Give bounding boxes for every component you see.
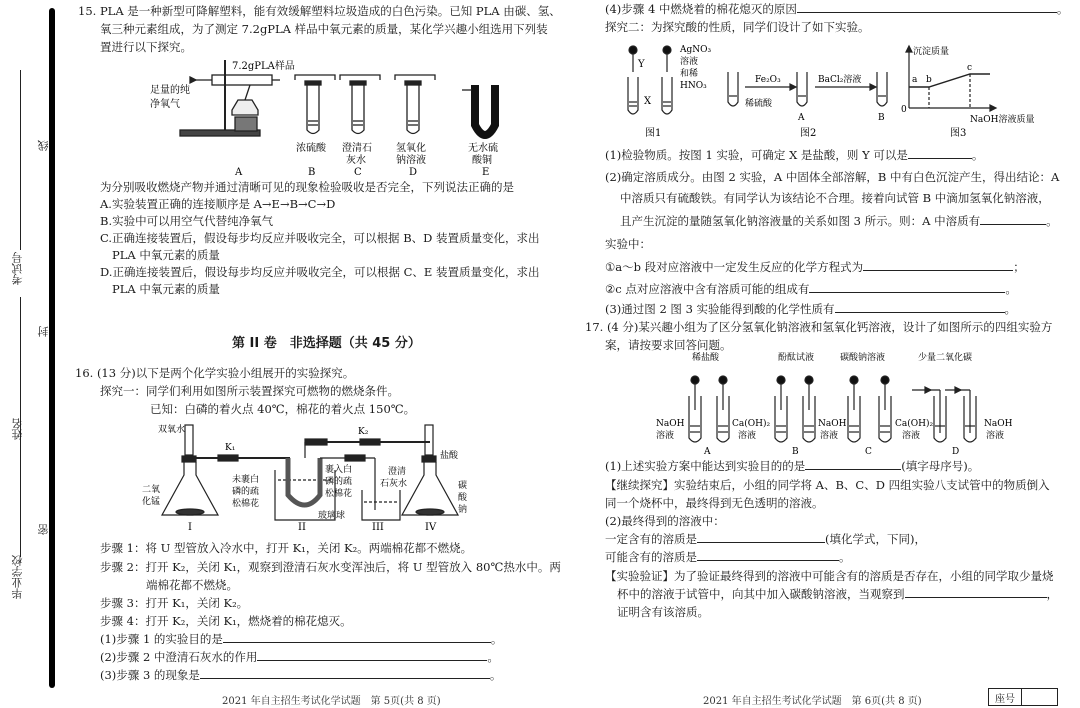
reagent-na2co3: 碳酸钠溶液 — [840, 353, 886, 363]
q15-option-c[interactable]: C.正确连接装置后，假设每步均反应并吸收完全，可以根据 B、D 装置质量变化，求出 — [100, 231, 540, 245]
punctuation: ， — [1046, 587, 1058, 601]
may-contain-text: 可能含有的溶质是 — [605, 550, 697, 564]
naoh-label: NaOH — [984, 419, 1013, 429]
answer-blank[interactable] — [863, 258, 1013, 271]
q16-step-2-cont: 端棉花都不燃烧。 — [146, 578, 238, 592]
apparatus-label: IV — [425, 522, 437, 533]
seat-number-box — [988, 688, 1058, 706]
q16-acid-2-text: 且产生沉淀的量随氢氧化钠溶液量的关系如图 3 所示。则：A 中溶质有 — [620, 214, 981, 228]
punctuation: 。 — [1005, 282, 1017, 296]
apparatus-label: III — [372, 522, 384, 533]
oxygen-label: 净氧气 — [150, 99, 180, 110]
group-c-label: C — [865, 447, 872, 457]
q17-verify-1: 【实验验证】为了验证最终得到的溶液中可能含有的溶质是否存在，小组的同学取少量烧 — [605, 569, 1054, 583]
punctuation: 。 — [490, 632, 503, 646]
q15-option-a[interactable]: A.实验装置正确的连接顺序是 A→E→B→C→D — [100, 197, 336, 211]
q16-in-experiment: 实验中： — [605, 237, 651, 251]
answer-hint: (填字母序号)。 — [901, 459, 980, 473]
answer-blank[interactable] — [223, 630, 491, 643]
caoh-label: Ca(OH)₂ — [732, 419, 771, 429]
tube-e-label: 无水硫 — [468, 143, 498, 154]
school-label: 毕业学校 — [11, 555, 24, 599]
reagent-dilute-hcl: 稀盐酸 — [692, 353, 720, 363]
q16-sub-1-text: (1)步骤 1 的实验目的是 — [100, 632, 223, 646]
punctuation: 。 — [1046, 214, 1058, 228]
q17-verify-2 — [617, 585, 1058, 603]
tube-c-label: 澄清石 — [342, 143, 372, 154]
fig3-xlabel: NaOH溶液质量 — [970, 115, 1035, 125]
apparatus-label: I — [188, 522, 192, 533]
exam-number-label: 考试号 — [11, 252, 24, 285]
solution-label: 溶液 — [820, 431, 839, 441]
q16-acid-1 — [605, 146, 983, 164]
answer-blank[interactable] — [797, 0, 1057, 13]
limewater-label: 石灰水 — [380, 479, 408, 489]
fig2-reagent-bacl2: BaCl₂溶液 — [818, 75, 862, 85]
tube-e-label: 酸铜 — [472, 155, 492, 166]
group-a-label: A — [704, 447, 711, 457]
answer-blank[interactable] — [980, 212, 1046, 225]
q15-apparatus-figure — [150, 55, 500, 180]
acid-property-figures — [600, 42, 1070, 142]
naoh-label: NaOH — [656, 419, 685, 429]
cotton-right-label: 磷的疏 — [325, 477, 353, 487]
mno2-label: 化锰 — [142, 497, 161, 507]
q16-known: 已知：白磷的着火点 40℃，棉花的着火点 150℃。 — [150, 402, 416, 416]
caoh-label: Ca(OH)₂ — [895, 419, 934, 429]
q15-option-d[interactable]: D.正确连接装置后，假设每步均反应并吸收完全，可以根据 C、E 装置质量变化，求出 — [100, 265, 540, 279]
na2co3-label: 碳 — [458, 481, 468, 491]
punctuation: 。 — [489, 668, 502, 682]
seal-mark-close: 密 — [37, 524, 50, 535]
tube-d-letter: D — [409, 167, 418, 178]
verify-text: 杯中的溶液于试管中，向其中加入碳酸钠溶液，当观察到 — [617, 587, 905, 601]
q17-experiment-figure — [640, 348, 1040, 458]
tube-b-label: 浓硫酸 — [296, 143, 326, 154]
fig2-tube-a: A — [798, 113, 805, 123]
q15-stem: 为分别吸收燃烧产物并通过清晰可见的现象检验吸收是否完全，下列说法正确的是 — [100, 180, 514, 194]
q16-sub-3-text: (3)步骤 3 的现象是 — [100, 668, 200, 682]
fig1-reagent: AgNO₃ — [680, 45, 712, 55]
q17-line-2: 案，请按要求回答问题。 — [605, 338, 732, 352]
q17-must-contain — [605, 530, 926, 548]
q17-verify-3: 证明含有该溶质。 — [617, 605, 709, 619]
answer-hint: (填化学式，下同)， — [825, 532, 926, 546]
h2o2-label: 双氧水 — [158, 425, 186, 435]
fig1-y-label: Y — [638, 59, 645, 70]
fig3-point-a: a — [912, 75, 918, 85]
q17-line-1: 17. (4 分)某兴趣小组为了区分氢氧化钠溶液和氢氧化钙溶液，设计了如图所示的四组实验方 — [585, 320, 1053, 334]
oxygen-label: 足量的纯 — [150, 85, 190, 96]
fig2-acid-label: 稀硫酸 — [745, 99, 773, 109]
q16-combustion-figure — [140, 420, 480, 535]
punctuation: 。 — [1056, 2, 1069, 16]
q16-sub-4-text: (4)步骤 4 中燃烧着的棉花熄灭的原因 — [605, 2, 797, 16]
right-page-footer: 2021 年自主招生考试化学试题 第 6页(共 8 页) — [703, 696, 922, 707]
k2-valve-label: K₂ — [358, 427, 369, 437]
sample-label: 7.2gPLA样品 — [232, 61, 295, 72]
solution-label: 溶液 — [902, 431, 921, 441]
q16-header: 16. (13 分)以下是两个化学实验小组展开的实验探究。 — [75, 366, 355, 380]
cotton-left-label: 磷的疏 — [232, 487, 260, 497]
q15-line-3: 置进行以下探究。 — [100, 40, 192, 54]
answer-blank[interactable] — [805, 457, 901, 470]
q15-option-c-cont: PLA 中氧元素的质量 — [112, 248, 220, 262]
fig2-tube-b: B — [878, 113, 885, 123]
hcl-label: 盐酸 — [440, 451, 459, 461]
punctuation: 。 — [487, 650, 499, 664]
q16-eq-2 — [605, 280, 1017, 298]
limewater-label: 澄清 — [388, 467, 407, 477]
q15-option-b[interactable]: B.实验中可以用空气代替纯净氧气 — [100, 214, 274, 228]
seal-mark-seal: 封 — [37, 326, 50, 337]
q16-sub-2-text: (2)步骤 2 中澄清石灰水的作用 — [100, 650, 258, 664]
tube-d-label: 氢氧化 — [396, 143, 426, 154]
fig3-origin: 0 — [901, 105, 907, 115]
answer-blank[interactable] — [200, 666, 490, 679]
punctuation: 。 — [1004, 302, 1017, 316]
name-label: 姓名 — [11, 418, 24, 440]
q17-sub-1 — [605, 457, 979, 475]
answer-blank[interactable] — [697, 530, 825, 543]
seat-number-label: 座号 — [989, 689, 1022, 705]
punctuation: 。 — [971, 148, 984, 162]
fig1-reagent: HNO₃ — [680, 81, 707, 91]
section-title: 第 II 卷 非选择题（共 45 分） — [232, 336, 421, 351]
tube-d-label: 钠溶液 — [396, 155, 426, 166]
glass-beads-label: 玻璃球 — [318, 511, 346, 521]
fig1-x-label: X — [644, 96, 652, 107]
q15-line-2: 氧三种元素组成，为了测定 7.2gPLA 样品中氧元素的质量，某化学兴趣小组选用下列装 — [100, 22, 548, 36]
must-contain-text: 一定含有的溶质是 — [605, 532, 697, 546]
k1-valve-label: K₁ — [225, 443, 236, 453]
fig3-point-b: b — [926, 75, 932, 85]
answer-blank[interactable] — [835, 300, 1005, 313]
q15-option-d-cont: PLA 中氧元素的质量 — [112, 282, 220, 296]
tube-a-letter: A — [235, 167, 243, 178]
tube-c-label: 灰水 — [346, 155, 366, 166]
q16-acid-2-line1: (2)确定溶质成分。由图 2 实验，A 中固体全部溶解，B 中有白色沉淀产生，得出结论：A — [605, 170, 1060, 184]
fig2-reagent-fe2o3: Fe₂O₃ — [755, 75, 781, 85]
q16-sub-3 — [100, 666, 501, 684]
tube-e-letter: E — [482, 167, 490, 178]
q16-inquiry1: 探究一：同学们利用如图所示装置探究可燃物的燃烧条件。 — [100, 384, 399, 398]
tube-c-letter: C — [354, 167, 362, 178]
mno2-label: 二氧 — [142, 485, 161, 495]
q16-eq-1 — [605, 258, 1025, 276]
answer-blank[interactable] — [908, 146, 972, 159]
seat-number-field[interactable] — [1022, 689, 1057, 705]
cotton-right-label: 松棉花 — [325, 489, 353, 499]
fig3-ylabel: 沉淀质量 — [913, 47, 950, 57]
q17-sub-2: (2)最终得到的溶液中： — [605, 514, 725, 528]
cotton-right-label: 裹入白 — [325, 465, 353, 475]
q16-inquiry2: 探究二：为探究酸的性质，同学们设计了如下实验。 — [605, 20, 870, 34]
q16-step-4: 步骤 4：打开 K₂，关闭 K₁，燃烧着的棉花熄灭。 — [100, 614, 352, 628]
q17-continue-1: 【继续探究】实验结束后，小组的同学将 A、B、C、D 四组实验八支试管中的物质倒入 — [605, 478, 1050, 492]
binding-line — [20, 447, 21, 557]
solution-label: 溶液 — [738, 431, 757, 441]
fig3-point-c: c — [967, 63, 973, 73]
q16-eq-2-text: ②c 点对应溶液中含有溶质可能的组成有 — [605, 282, 810, 296]
answer-blank[interactable] — [809, 280, 1005, 293]
fig2-caption: 图2 — [800, 128, 817, 139]
answer-blank[interactable] — [257, 648, 487, 661]
reagent-co2: 少量二氧化碳 — [918, 353, 973, 363]
punctuation: ； — [1013, 260, 1025, 274]
na2co3-label: 酸 — [458, 493, 468, 503]
solution-label: 溶液 — [656, 431, 675, 441]
seal-mark-line: 线 — [37, 140, 50, 151]
binding-line — [20, 70, 21, 250]
q16-acid-2-line2: 中溶质只有硫酸铁。有同学认为该结论不合理。接着向试管 B 中滴加氢氧化钠溶液， — [620, 191, 1050, 205]
q16-acid-3 — [605, 300, 1016, 318]
tube-b-letter: B — [308, 167, 316, 178]
fig3-caption: 图3 — [950, 128, 967, 139]
answer-blank[interactable] — [697, 548, 839, 561]
naoh-label: NaOH — [818, 419, 847, 429]
q16-sub-1 — [100, 630, 502, 648]
fig1-reagent: 和稀 — [680, 69, 699, 79]
q16-acid-2-line3 — [620, 212, 1058, 230]
q15-line-1: 15. PLA 是一种新型可降解塑料，能有效缓解塑料垃圾造成的白色污染。已知 PLA 由碳、氢、 — [78, 4, 561, 18]
apparatus-label: II — [298, 522, 306, 533]
q16-step-2: 步骤 2：打开 K₂，关闭 K₁，观察到澄清石灰水变浑浊后，将 U 型管放入 80℃热水中。两 — [100, 560, 561, 574]
q17-sub-1-text: (1)上述实验方案中能达到实验目的的是 — [605, 459, 806, 473]
q17-continue-2: 同一个烧杯中，最终得到无色透明的溶液。 — [605, 496, 824, 510]
answer-blank[interactable] — [905, 585, 1047, 598]
q16-acid-3-text: (3)通过图 2 图 3 实验能得到酸的化学性质有 — [605, 302, 835, 316]
solution-label: 溶液 — [986, 431, 1005, 441]
q17-may-contain — [605, 548, 851, 566]
fig1-caption: 图1 — [645, 128, 662, 139]
q16-acid-1-text: (1)检验物质。按图 1 实验，可确定 X 是盐酸，则 Y 可以是 — [605, 148, 908, 162]
na2co3-label: 钠 — [458, 505, 468, 515]
group-d-label: D — [952, 447, 960, 457]
punctuation: 。 — [839, 550, 851, 564]
group-b-label: B — [792, 447, 799, 457]
fig1-reagent: 溶液 — [680, 57, 699, 67]
binding-bar — [49, 8, 55, 688]
q16-sub-2 — [100, 648, 499, 666]
q16-step-1: 步骤 1：将 U 型管放入冷水中，打开 K₁，关闭 K₂。两端棉花都不燃烧。 — [100, 541, 473, 555]
q16-sub-4 — [605, 0, 1068, 18]
q16-eq-1-text: ①a～b 段对应溶液中一定发生反应的化学方程式为 — [605, 260, 864, 274]
left-page-footer: 2021 年自主招生考试化学试题 第 5页(共 8 页) — [222, 696, 441, 707]
cotton-left-label: 未裹白 — [232, 475, 260, 485]
reagent-phenolphthalein: 酚酞试液 — [778, 353, 815, 363]
cotton-left-label: 松棉花 — [232, 499, 260, 509]
q16-step-3: 步骤 3：打开 K₁，关闭 K₂。 — [100, 596, 249, 610]
